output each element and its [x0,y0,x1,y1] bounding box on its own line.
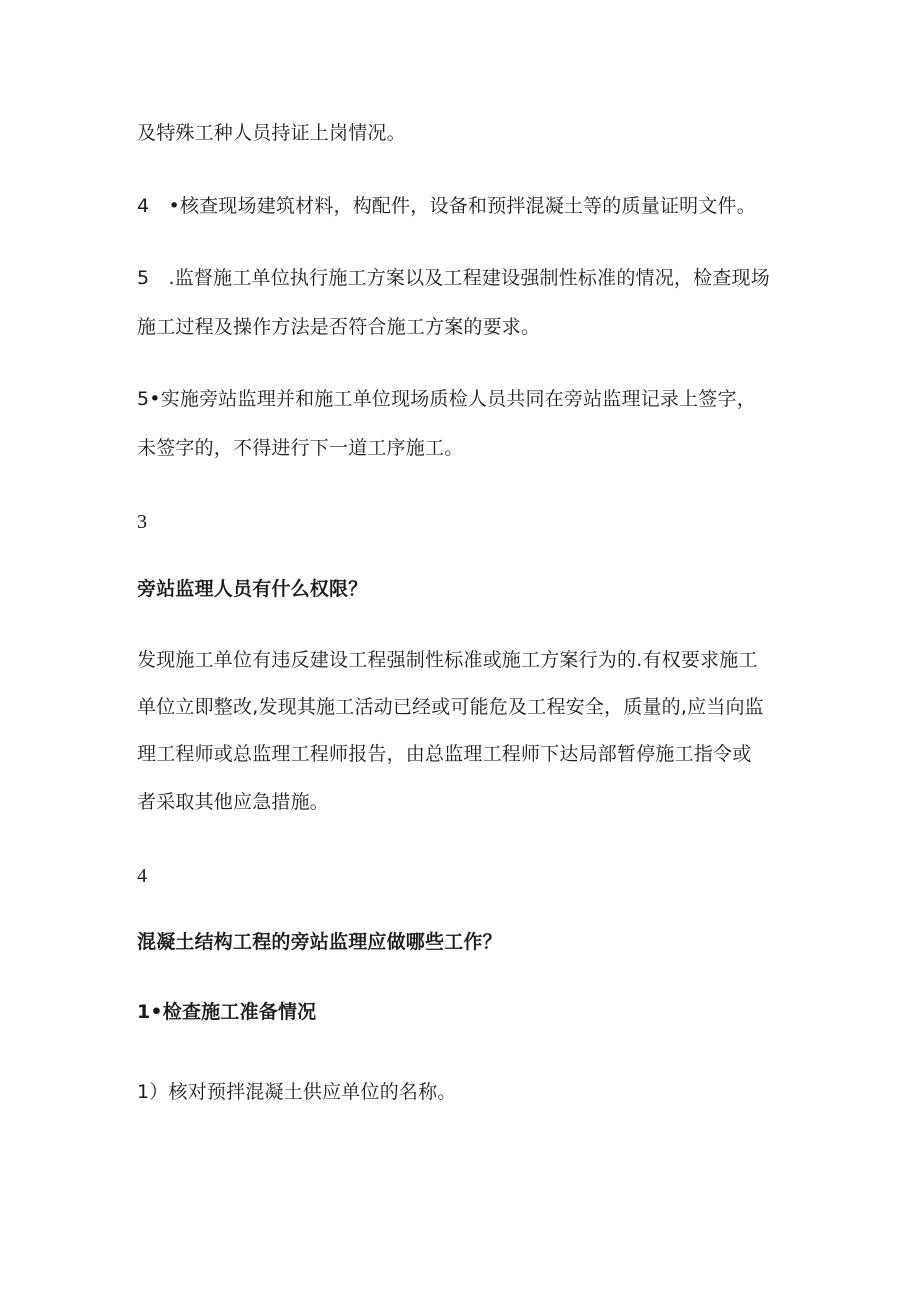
text-line: 5•实施旁站监理并和施工单位现场质检人员共同在旁站监理记录上签字， [137,388,756,410]
section-number: 3 [137,511,148,533]
text-line: 理工程师或总监理工程师报告，由总监理工程师下达局部暂停施工指令或 [137,743,752,765]
text-line: 5 .监督施工单位执行施工方案以及工程建设强制性标准的情况，检查现场 [137,267,770,289]
text-line: 4 •核查现场建筑材料，构配件，设备和预拌混凝土等的质量证明文件。 [137,195,756,217]
text-line: 发现施工单位有违反建设工程强制性标准或施工方案行为的.有权要求施工 [137,649,758,671]
text-line: 及特殊工种人员持证上岗情况。 [137,122,406,144]
section-heading: 旁站监理人员有什么权限？ [137,578,368,600]
text-line: 施工过程及操作方法是否符合施工方案的要求。 [137,316,541,338]
text-line: 单位立即整改,发现其施工活动已经或可能危及工程安全，质量的,应当向监 [137,696,764,718]
text-line: 未签字的，不得进行下一道工序施工。 [137,437,464,459]
text-line: 者采取其他应急措施。 [137,791,330,813]
text-line: 1）核对预拌混凝土供应单位的名称。 [137,1081,457,1103]
section-heading: 混凝土结构工程的旁站监理应做哪些工作？ [137,931,502,953]
section-number: 4 [137,865,148,887]
subsection-heading: 1•检查施工准备情况 [137,1001,317,1023]
